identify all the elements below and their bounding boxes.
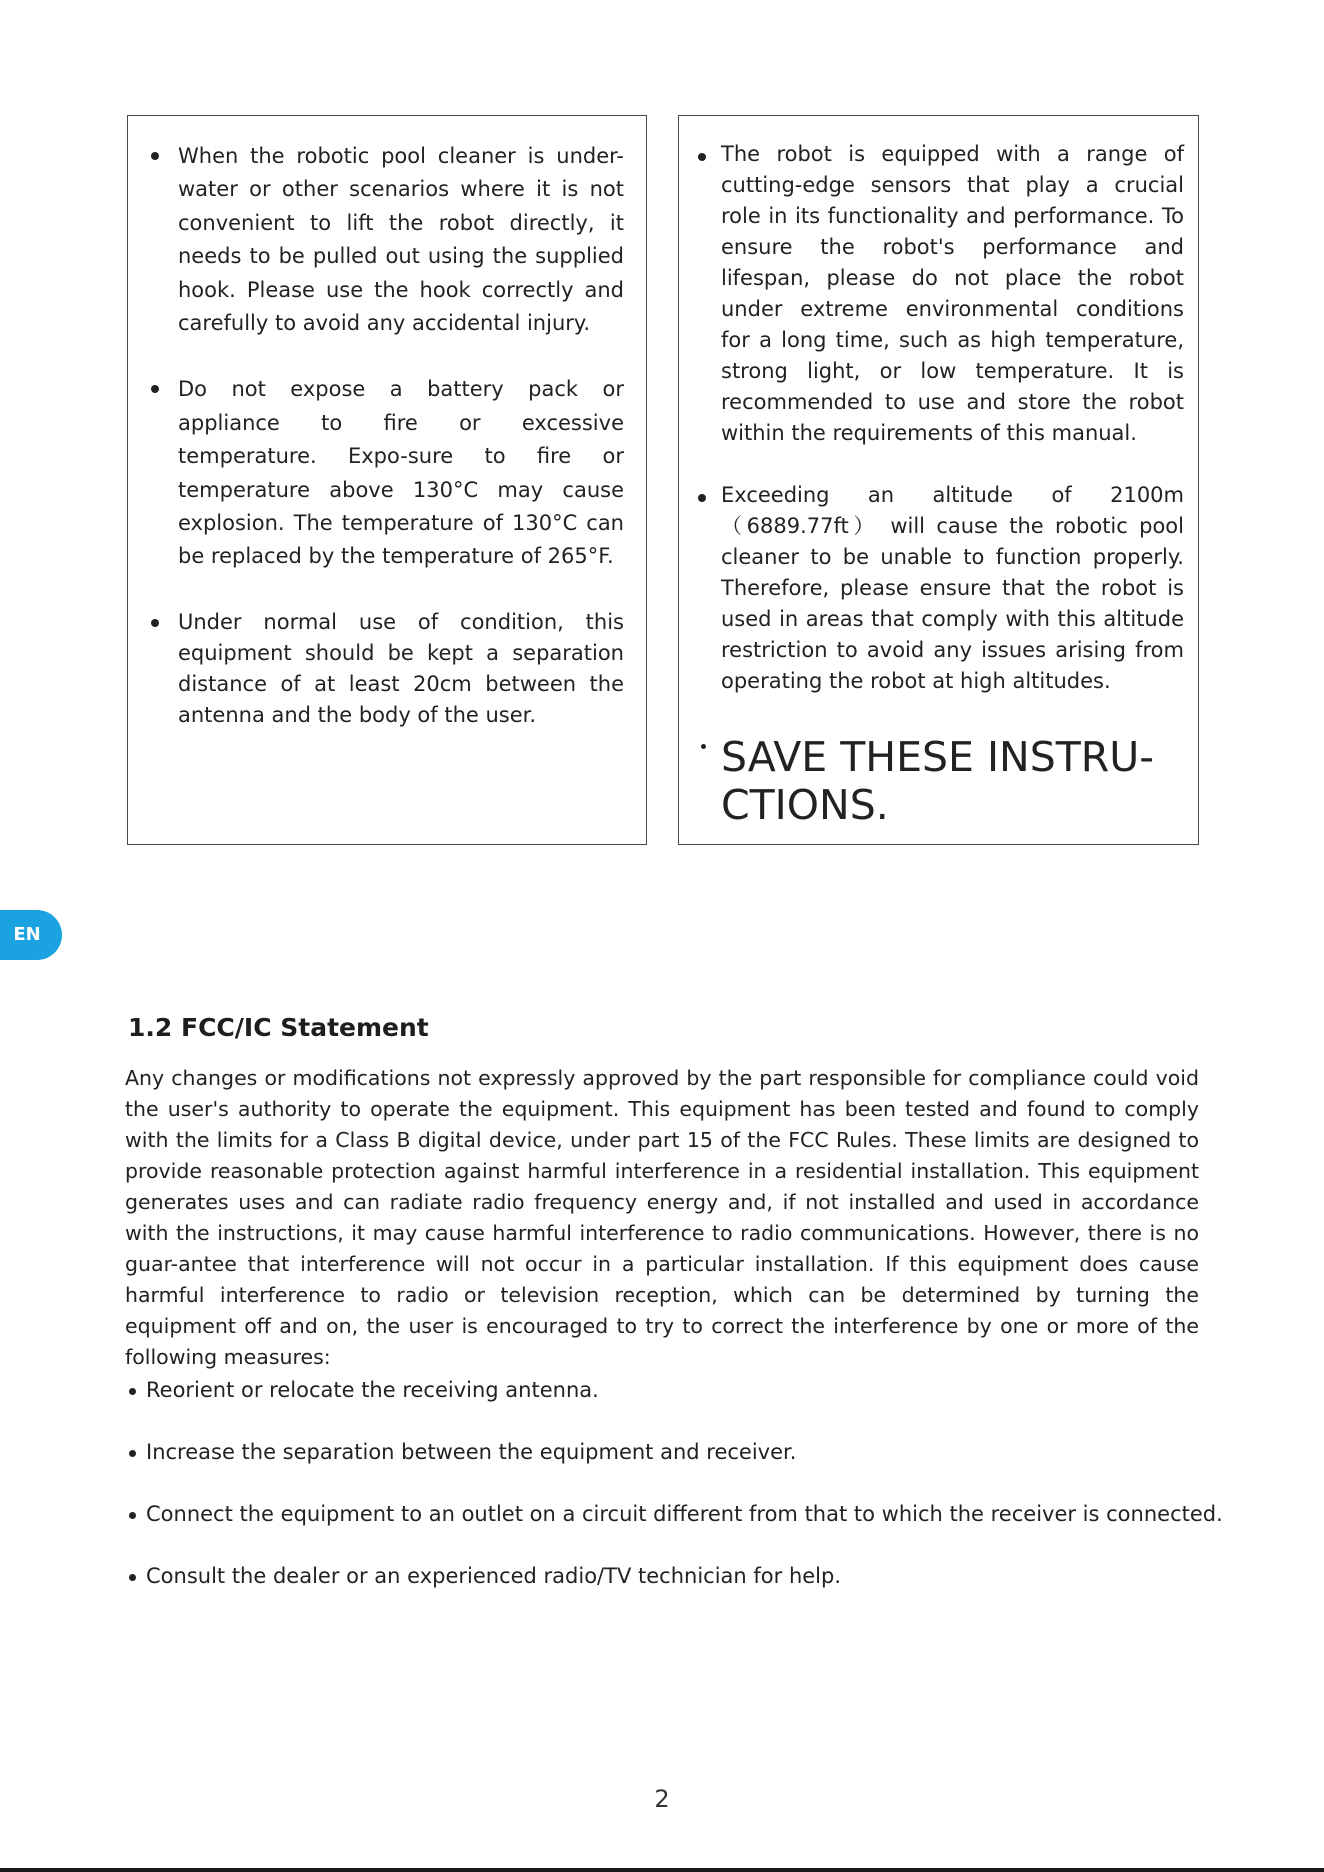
- measure-item: [146, 1375, 1324, 1406]
- interference-measures-list: [0, 1375, 1324, 1592]
- page-number: 2: [654, 1785, 670, 1813]
- safety-notice-box-right: [678, 115, 1199, 845]
- safety-notice-box-left: [127, 115, 647, 845]
- bullet-dot-icon: [151, 152, 159, 160]
- bullet-dot-icon: [151, 385, 159, 393]
- save-instructions-text: SAVE THESE INSTRU-CTIONS.: [721, 733, 1155, 829]
- bullet-dot-icon: [698, 153, 706, 161]
- bullet-dot-icon: [129, 1574, 136, 1581]
- bullet-dot-icon: [698, 494, 706, 502]
- safety-notice-list-right: [679, 139, 1198, 829]
- measure-item: [146, 1561, 1324, 1592]
- language-tab: EN: [0, 910, 62, 960]
- safety-notice-item: [178, 140, 624, 340]
- safety-notice-text: Exceeding an altitude of 2100m （6889.77ft） will cause the robotic pool cleaner to be unable to function properly. Therefore, please ensure that the robot is used in areas that comply with this altitude restriction to avoid any issues arising from operating the robot at high altitudes.: [721, 483, 1184, 693]
- measure-text: Connect the equipment to an outlet on a circuit different from that to which the receiver is connected.: [146, 1502, 1223, 1526]
- bullet-dot-icon: [129, 1388, 136, 1395]
- safety-notice-item: [721, 480, 1184, 697]
- measure-item: [146, 1499, 1324, 1530]
- safety-notice-text: Do not expose a battery pack or appliance to fire or excessive temperature. Expo-sure to fire or temperature above 130°C may cause explosion. The temperature of 130°C can be replaced by the temperature of 265°F.: [178, 377, 624, 569]
- safety-notice-item: [178, 607, 624, 731]
- measure-text: Consult the dealer or an experienced radio/TV technician for help.: [146, 1564, 842, 1588]
- safety-notice-item: [721, 139, 1184, 449]
- safety-notice-item: [178, 373, 624, 573]
- safety-notice-list-left: [128, 140, 646, 731]
- bullet-dot-icon: [129, 1512, 136, 1519]
- measure-text: Increase the separation between the equipment and receiver.: [146, 1440, 797, 1464]
- bullet-dot-icon: [701, 744, 706, 749]
- fcc-statement-paragraph: Any changes or modifications not expressly approved by the part responsible for compliance could void the user's authority to operate the equipment. This equipment has been tested and found to comply with the limits for a Class B digital device, under part 15 of the FCC Rules. These limits are designed to provide reasonable protection against harmful interference in a residential installation. This equipment generates uses and can radiate radio frequency energy and, if not installed and used in accordance with the instructions, it may cause harmful interference to radio communications. However, there is no guar-antee that interference will not occur in a particular installation. If this equipment does cause harmful interference to radio or television reception, which can be determined by turning the equipment off and on, the user is encouraged to try to correct the interference by one or more of the following measures:: [125, 1066, 1199, 1369]
- safety-notice-text: The robot is equipped with a range of cutting-edge sensors that play a crucial role in its functionality and performance. To ensure the robot's performance and lifespan, please do not place the robot under extreme environmental conditions for a long time, such as high temperature, strong light, or low temperature. It is recommended to use and store the robot within the requirements of this manual.: [721, 142, 1184, 445]
- safety-notice-text: When the robotic pool cleaner is under-water or other scenarios where it is not convenient to lift the robot directly, it needs to be pulled out using the supplied hook. Please use the hook correctly and carefully to avoid any accidental injury.: [178, 144, 624, 336]
- section-title: 1.2 FCC/IC Statement: [128, 1013, 429, 1042]
- page-bottom-border: [0, 1868, 1324, 1872]
- measure-text: Reorient or relocate the receiving antenna.: [146, 1378, 599, 1402]
- bullet-dot-icon: [129, 1450, 136, 1457]
- safety-notice-text: Under normal use of condition, this equipment should be kept a separation distance of at least 20cm between the antenna and the body of the user.: [178, 609, 624, 727]
- measure-item: [146, 1437, 1324, 1468]
- save-instructions-notice: [721, 733, 1184, 829]
- bullet-dot-icon: [151, 619, 159, 627]
